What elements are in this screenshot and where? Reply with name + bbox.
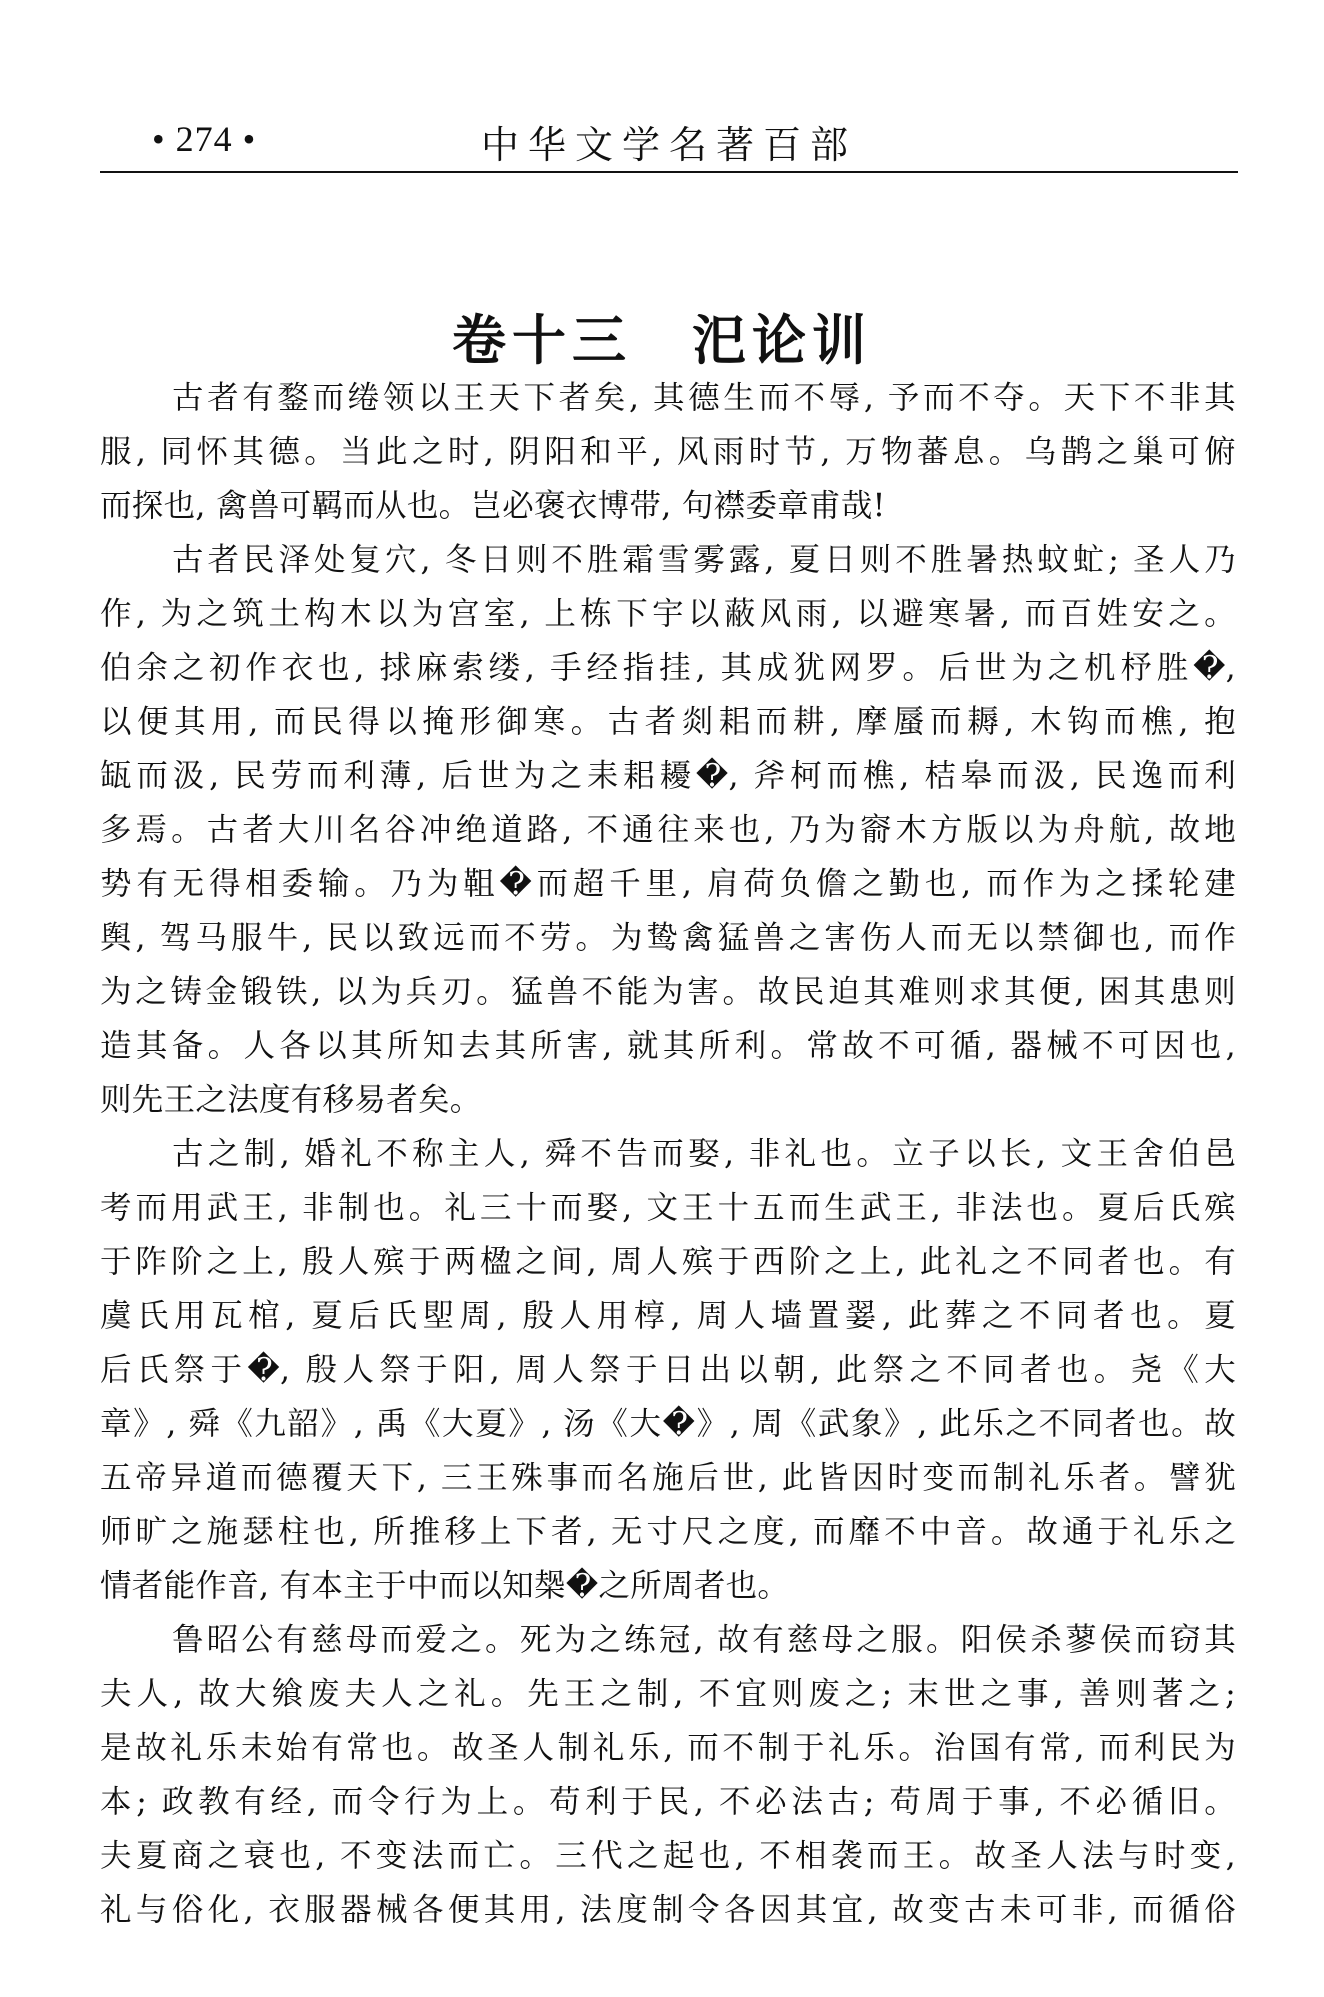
text-line: 为之铸金锻铁, 以为兵刃。猛兽不能为害。故民迫其难则求其便, 困其患则 xyxy=(100,974,1236,1010)
text-line: 后氏祭于�, 殷人祭于阳, 周人祭于日出以朝, 此祭之不同者也。尧《大 xyxy=(100,1352,1236,1388)
paragraph xyxy=(100,1613,1236,1937)
text-line: 则先王之法度有移易者矣。 xyxy=(100,1082,482,1118)
text-line: 礼与俗化, 衣服器械各便其用, 法度制令各因其宜, 故变古未可非, 而循俗 xyxy=(100,1892,1236,1928)
text-line: 缻而汲, 民劳而利薄, 后世为之耒耜耰�, 斧柯而樵, 桔皋而汲, 民逸而利 xyxy=(100,758,1236,794)
text-line: 以便其用, 而民得以掩形御寒。古者剡耜而耕, 摩蜃而耨, 木钩而樵, 抱 xyxy=(100,704,1236,740)
text-line: 夫人, 故大飨废夫人之礼。先王之制, 不宜则废之; 末世之事, 善则著之; xyxy=(100,1676,1236,1712)
running-head-book-title: 中华文学名著百部 xyxy=(480,123,857,167)
text-line: 多焉。古者大川名谷冲绝道路, 不通往来也, 乃为窬木方版以为舟航, 故地 xyxy=(100,812,1236,848)
header-divider xyxy=(100,171,1238,173)
text-line: 夫夏商之衰也, 不变法而亡。三代之起也, 不相袭而王。故圣人法与时变, xyxy=(100,1838,1236,1874)
text-line: 情者能作音, 有本主于中而以知椝�之所周者也。 xyxy=(100,1568,790,1604)
text-line: 是故礼乐未始有常也。故圣人制礼乐, 而不制于礼乐。治国有常, 而利民为 xyxy=(100,1730,1236,1766)
text-line: 古者民泽处复穴, 冬日则不胜霜雪雾露, 夏日则不胜暑热蚊虻; 圣人乃 xyxy=(172,542,1236,578)
text-line: 舆, 驾马服牛, 民以致远而不劳。为鸷禽猛兽之害伤人而无以禁御也, 而作 xyxy=(100,920,1236,956)
text-line: 服, 同怀其德。当此之时, 阴阳和平, 风雨时节, 万物蕃息。乌鹊之巢可俯 xyxy=(100,434,1236,470)
page-number: • 274 • xyxy=(152,119,257,159)
text-line: 势有无得相委输。乃为靻�而超千里, 肩荷负儋之勤也, 而作为之揉轮建 xyxy=(100,866,1236,902)
chapter-title: 卷十三 汜论训 xyxy=(452,309,872,373)
text-line: 而探也, 禽兽可羁而从也。岂必褒衣博带, 句襟委章甫哉! xyxy=(100,488,886,524)
text-line: 造其备。人各以其所知去其所害, 就其所利。常故不可循, 器械不可因也, xyxy=(100,1028,1236,1064)
text-line: 于阼阶之上, 殷人殡于两楹之间, 周人殡于西阶之上, 此礼之不同者也。有 xyxy=(100,1244,1236,1280)
text-line: 五帝异道而德覆天下, 三王殊事而名施后世, 此皆因时变而制礼乐者。譬犹 xyxy=(100,1460,1236,1496)
text-line: 章》, 舜《九韶》, 禹《大夏》, 汤《大�》, 周《武象》, 此乐之不同者也。故 xyxy=(100,1406,1236,1442)
paragraph xyxy=(100,371,1236,533)
text-line: 伯余之初作衣也, 捄麻索缕, 手经指挂, 其成犹网罗。后世为之机杼胜�, xyxy=(100,650,1236,686)
text-line: 虞氏用瓦棺, 夏后氏堲周, 殷人用椁, 周人墙置翣, 此葬之不同者也。夏 xyxy=(100,1298,1236,1334)
paragraph xyxy=(100,533,1236,1127)
text-line: 古之制, 婚礼不称主人, 舜不告而娶, 非礼也。立子以长, 文王舍伯邑 xyxy=(172,1136,1236,1172)
text-line: 考而用武王, 非制也。礼三十而娶, 文王十五而生武王, 非法也。夏后氏殡 xyxy=(100,1190,1236,1226)
body-text xyxy=(100,371,1236,1937)
text-line: 古者有鍪而绻领以王天下者矣, 其德生而不辱, 予而不夺。天下不非其 xyxy=(172,380,1236,416)
text-line: 师旷之施瑟柱也, 所推移上下者, 无寸尺之度, 而靡不中音。故通于礼乐之 xyxy=(100,1514,1236,1550)
paragraph xyxy=(100,1127,1236,1613)
page-header xyxy=(100,108,1238,172)
text-line: 作, 为之筑土构木以为宫室, 上栋下宇以蔽风雨, 以避寒暑, 而百姓安之。 xyxy=(100,596,1236,632)
text-line: 本; 政教有经, 而令行为上。苟利于民, 不必法古; 苟周于事, 不必循旧。 xyxy=(100,1784,1236,1820)
text-line: 鲁昭公有慈母而爱之。死为之练冠, 故有慈母之服。阳侯杀蓼侯而窃其 xyxy=(172,1622,1236,1658)
